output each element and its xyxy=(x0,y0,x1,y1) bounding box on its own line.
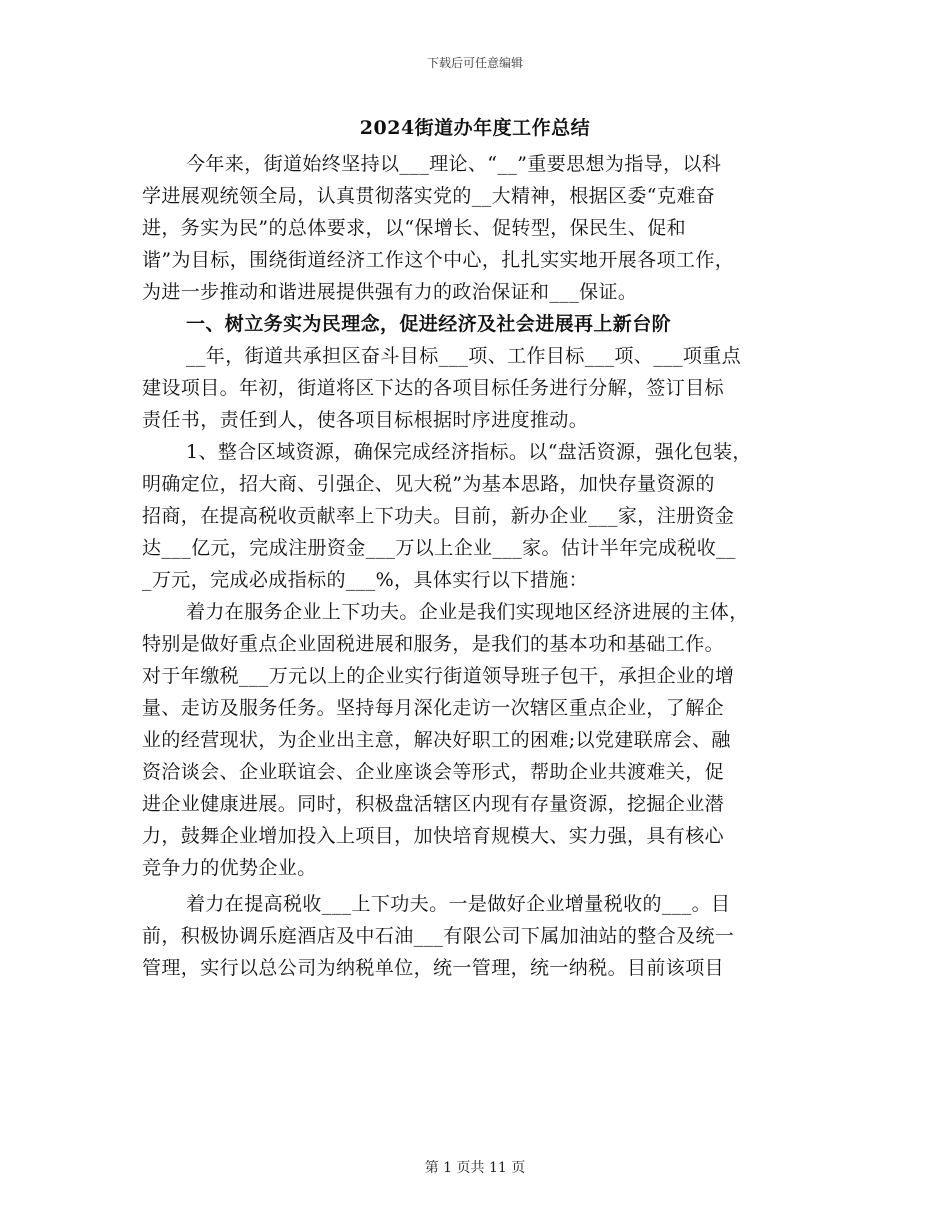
body-line: 进企业健康进展。同时，积极盘活辖区内现有存量资源，挖掘企业潜 xyxy=(142,793,725,815)
body-line: 前，积极协调乐庭酒店及中石油___有限公司下属加油站的整合及统一 xyxy=(142,925,735,947)
document-body xyxy=(142,148,812,984)
body-line: 建设项目。年初，街道将区下达的各项目标任务进行分解，签订目标 xyxy=(142,377,725,399)
body-line: __年，街道共承担区奋斗目标___项、工作目标___项、___项重点 xyxy=(186,345,742,367)
body-line: _万元，完成必成指标的___%，具体实行以下措施： xyxy=(142,569,589,591)
body-line: 管理，实行以总公司为纳税单位，统一管理，统一纳税。目前该项目 xyxy=(142,957,725,979)
body-line: 对于年缴税___万元以上的企业实行街道领导班子包干，承担企业的增 xyxy=(142,665,735,687)
body-line: 着力在提高税收___上下功夫。一是做好企业增量税收的___。目 xyxy=(186,893,731,915)
body-line: 力，鼓舞企业增加投入上项目，加快培育规模大、实力强，具有核心 xyxy=(142,825,725,847)
body-line: 业的经营现状，为企业出主意，解决好职工的困难;以党建联席会、融 xyxy=(142,729,731,751)
body-line: 量、走访及服务任务。坚持每月深化走访一次辖区重点企业，了解企 xyxy=(142,697,725,719)
body-line: 责任书，责任到人，使各项目标根据时序进度推动。 xyxy=(142,409,589,431)
body-line: 竞争力的优势企业。 xyxy=(142,857,317,879)
document-title: 2024街道办年度工作总结 xyxy=(359,117,591,139)
body-line: 招商，在提高税收贡献率上下功夫。目前，新办企业___家，注册资金 xyxy=(142,505,735,527)
body-line: 谐”为目标，围绕街道经济工作这个中心，扎扎实实地开展各项工作， xyxy=(142,249,735,271)
header-note: 下载后可任意编辑 xyxy=(426,56,523,70)
body-line: 明确定位，招大商、引强企、见大税”为基本思路，加快存量资源的 xyxy=(142,473,715,495)
page-footer: 第 1 页共 11 页 xyxy=(424,1160,526,1176)
body-line: 进，务实为民”的总体要求，以“保增长、促转型，保民生、促和 xyxy=(142,217,687,239)
body-line: 资洽谈会、企业联谊会、企业座谈会等形式，帮助企业共渡难关，促 xyxy=(142,761,725,783)
body-line: 今年来，街道始终坚持以___理论、“__”重要思想为指导，以科 xyxy=(186,153,722,175)
body-line: 为进一步推动和谐进展提供强有力的政治保证和___保证。 xyxy=(142,281,638,303)
body-line: 1、整合区域资源，确保完成经济指标。以“盘活资源，强化包装， xyxy=(186,441,752,463)
body-line: 着力在服务企业上下功夫。企业是我们实现地区经济进展的主体， xyxy=(186,601,749,623)
body-line: 达___亿元，完成注册资金___万以上企业___家。估计半年完成税收__ xyxy=(142,537,736,559)
body-line: 学进展观统领全局，认真贯彻落实党的__大精神，根据区委“克难奋 xyxy=(142,185,716,207)
body-line: 特别是做好重点企业固税进展和服务，是我们的基本功和基础工作。 xyxy=(142,633,725,655)
section-heading: 一、树立务实为民理念，促进经济及社会进展再上新台阶 xyxy=(186,313,672,335)
